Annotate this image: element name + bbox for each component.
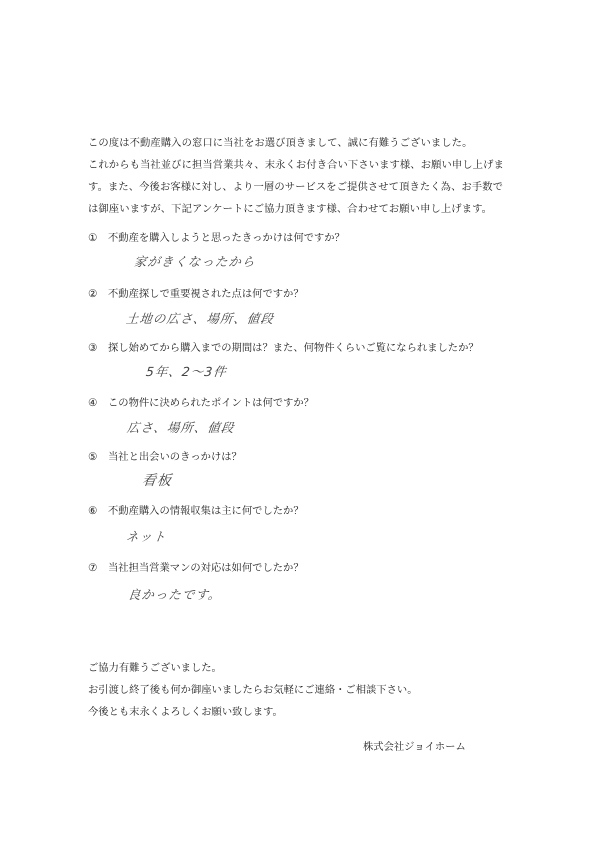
intro-line: これからも当社並びに担当営業共々、末永くお付き合い下さいます様、お願い申し上げま — [88, 159, 504, 171]
question-4 — [88, 394, 314, 409]
intro-paragraph — [88, 132, 528, 220]
company-name: 株式会社ジョイホーム — [363, 741, 466, 753]
question-text: 当社担当営業マンの対応は如何でしたか？ — [108, 562, 304, 574]
answer-6: ネット — [125, 529, 168, 544]
question-text: 不動産を購入しようと思ったきっかけは何ですか？ — [108, 232, 345, 244]
question-3 — [88, 339, 479, 354]
question-number: ④ — [88, 397, 98, 409]
question-number: ② — [88, 288, 98, 300]
question-7 — [88, 559, 304, 574]
question-1 — [88, 229, 345, 244]
question-number: ⑤ — [88, 451, 98, 463]
question-number: ⑦ — [88, 562, 98, 574]
answer-1: 家がきくなったから — [133, 254, 257, 269]
intro-line: この度は不動産購入の窓口に当社をお選び頂きまして、誠に有難うございました。 — [88, 137, 473, 149]
question-text: 不動産探しで重要視された点は何ですか？ — [108, 288, 304, 300]
question-text: 探し始めてから購入までの期間は？また、何物件くらいご覧になられましたか？ — [108, 342, 479, 354]
intro-line: す。また、今後お客様に対し、より一層のサービスをご提供させて頂きたく為、お手数で — [88, 181, 504, 193]
question-text: この物件に決められたポイントは何ですか？ — [108, 397, 314, 409]
question-2 — [88, 285, 304, 300]
question-6 — [88, 502, 304, 517]
answer-3: 5年、2～3件 — [145, 364, 228, 379]
question-number: ⑥ — [88, 505, 98, 517]
question-text: 不動産購入の情報収集は主に何でしたか？ — [108, 505, 304, 517]
closing-line: お引渡し終了後も何か御座いましたらお気軽にご連絡・ご相談下さい。 — [88, 684, 418, 696]
question-number: ③ — [88, 342, 98, 354]
closing-line: 今後とも末永くよろしくお願い致します。 — [88, 706, 283, 718]
question-number: ① — [88, 232, 98, 244]
answer-4: 広さ、場所、値段 — [126, 420, 236, 435]
question-text: 当社と出会いのきっかけは？ — [108, 451, 242, 463]
question-5 — [88, 448, 242, 463]
answer-7: 良かったです。 — [127, 587, 223, 602]
answer-2: 土地の広さ、場所、値段 — [125, 311, 275, 326]
answer-5: 看板 — [141, 473, 173, 489]
closing-paragraph — [88, 657, 418, 723]
intro-line: は御座いますが、下記アンケートにご協力頂きます様、合わせてお願い申し上げます。 — [88, 203, 493, 215]
closing-line: ご協力有難うございました。 — [88, 662, 222, 674]
